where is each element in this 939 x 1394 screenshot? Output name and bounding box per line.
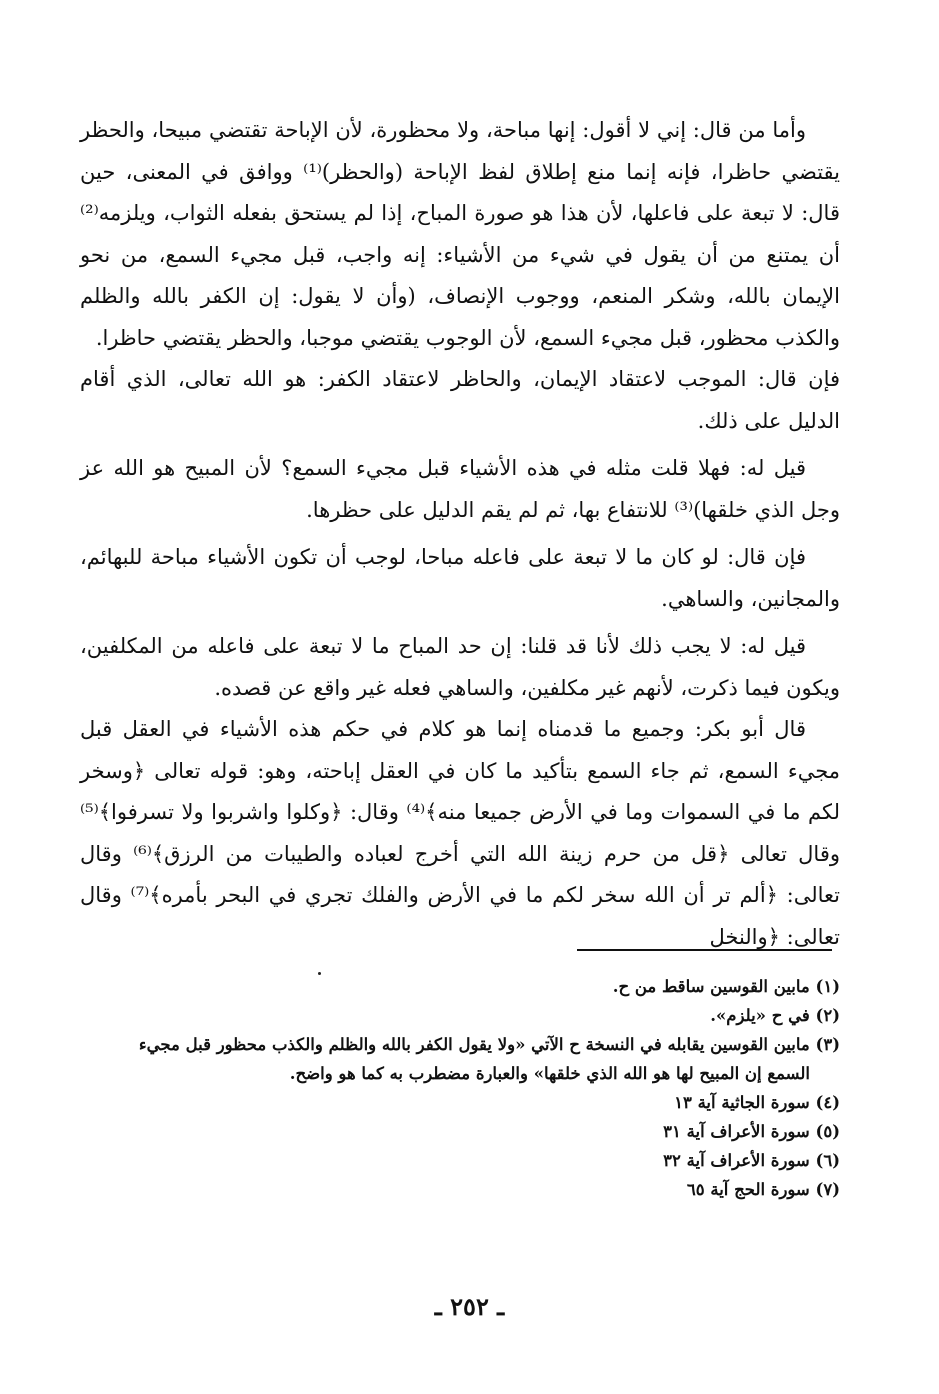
footnote-5: (٥) سورة الأعراف آية ٣١ — [663, 1122, 840, 1141]
paragraph-6: قال أبو بكر: وجميع ما قدمناه إنما هو كلام في حكم هذه الأشياء في العقل قبل مجيء السمع، ثم جاء السمع بتأكيد ما كان في العقل إباحته، وهو: قوله تعالى ﴿وسخر لكم ما في السموات وما في الأرض جميعا منه﴾⁽⁴⁾ وقال: ﴿وكلوا واشربوا ولا تسرفوا﴾⁽⁵⁾ وقال تعالى ﴿قل من حرم زينة الله التي أخرج لعباده والطيبات من الرزق﴾⁽⁶⁾ وقال تعالى: ﴿ألم تر أن الله سخر لكم ما في الأرض والفلك تجري في البحر بأمره﴾⁽⁷⁾ وقال تعالى: ﴿والنخل — [80, 717, 841, 949]
page-number: ـ ٢٥٢ ـ — [434, 1292, 505, 1321]
footnote-3: (٣) مابين القوسين يقابله في النسخة ح الآتي «ولا يقول الكفر بالله والظلم والكذب محظور قبل مجيء — [138, 1035, 840, 1054]
footnote-4: (٤) سورة الجاثية آية ١٣ — [674, 1093, 840, 1112]
footnote-1: (١) مابين القوسين ساقط من ح. — [612, 977, 840, 996]
paragraph-2: فإن قال: الموجب لاعتقاد الإيمان، والحاظر لاعتقاد الكفر: هو الله تعالى، الذي أقام الدليل على ذلك. — [80, 367, 840, 433]
main-text — [80, 110, 840, 958]
paragraph-1: وأما من قال: إني لا أقول: إنها مباحة، ولا محظورة، لأن الإباحة تقتضي مبيحا، والحظر يقتضي حاظرا، فإنه إنما منع إطلاق لفظ الإباحة (والحظر)⁽¹⁾ ووافق في المعنى، حين قال: لا تبعة على فاعلها، لأن هذا هو صورة المباح، إذا لم يستحق بفعله الثواب، ويلزمه⁽²⁾ أن يمتنع من أن يقول في شيء من الأشياء: إنه واجب، قبل مجيء السمع، من نحو الإيمان بالله، وشكر المنعم، ووجوب الإنصاف، (وأن لا يقول: إن الكفر بالله والظلم والكذب محظور، قبل مجيء السمع، لأن الوجوب يقتضي موجبا، والحظر يقتضي حاظرا. — [80, 118, 840, 350]
footnote-3-continued: السمع إن المبيح لها هو الله الذي خلقها» والعبارة مضطرب به كما هو واضح. — [289, 1064, 810, 1083]
paragraph-5: قيل له: لا يجب ذلك لأنا قد قلنا: إن حد المباح ما لا تبعة على فاعله من المكلفين، ويكون فيما ذكرت، لأنهم غير مكلفين، والساهي فعله غير واقع عن قصده. — [80, 634, 840, 700]
footnotes — [120, 972, 840, 1204]
paragraph-3: قيل له: فهلا قلت مثله في هذه الأشياء قبل مجيء السمع؟ لأن المبيح هو الله عز وجل الذي خلقها)⁽³⁾ للانتفاع بها، ثم لم يقم الدليل على حظرها. — [80, 456, 840, 522]
paragraph-4: فإن قال: لو كان ما لا تبعة على فاعله مباحا، لوجب أن تكون الأشياء مباحة للبهائم، والمجانين، والساهي. — [80, 545, 840, 611]
footnote-6: (٦) سورة الأعراف آية ٣٢ — [663, 1151, 840, 1170]
footnote-divider — [577, 949, 832, 951]
footnote-7: (٧) سورة الحج آية ٦٥ — [686, 1180, 840, 1199]
footnote-2: (٢) في ح «يلزم». — [710, 1006, 840, 1025]
